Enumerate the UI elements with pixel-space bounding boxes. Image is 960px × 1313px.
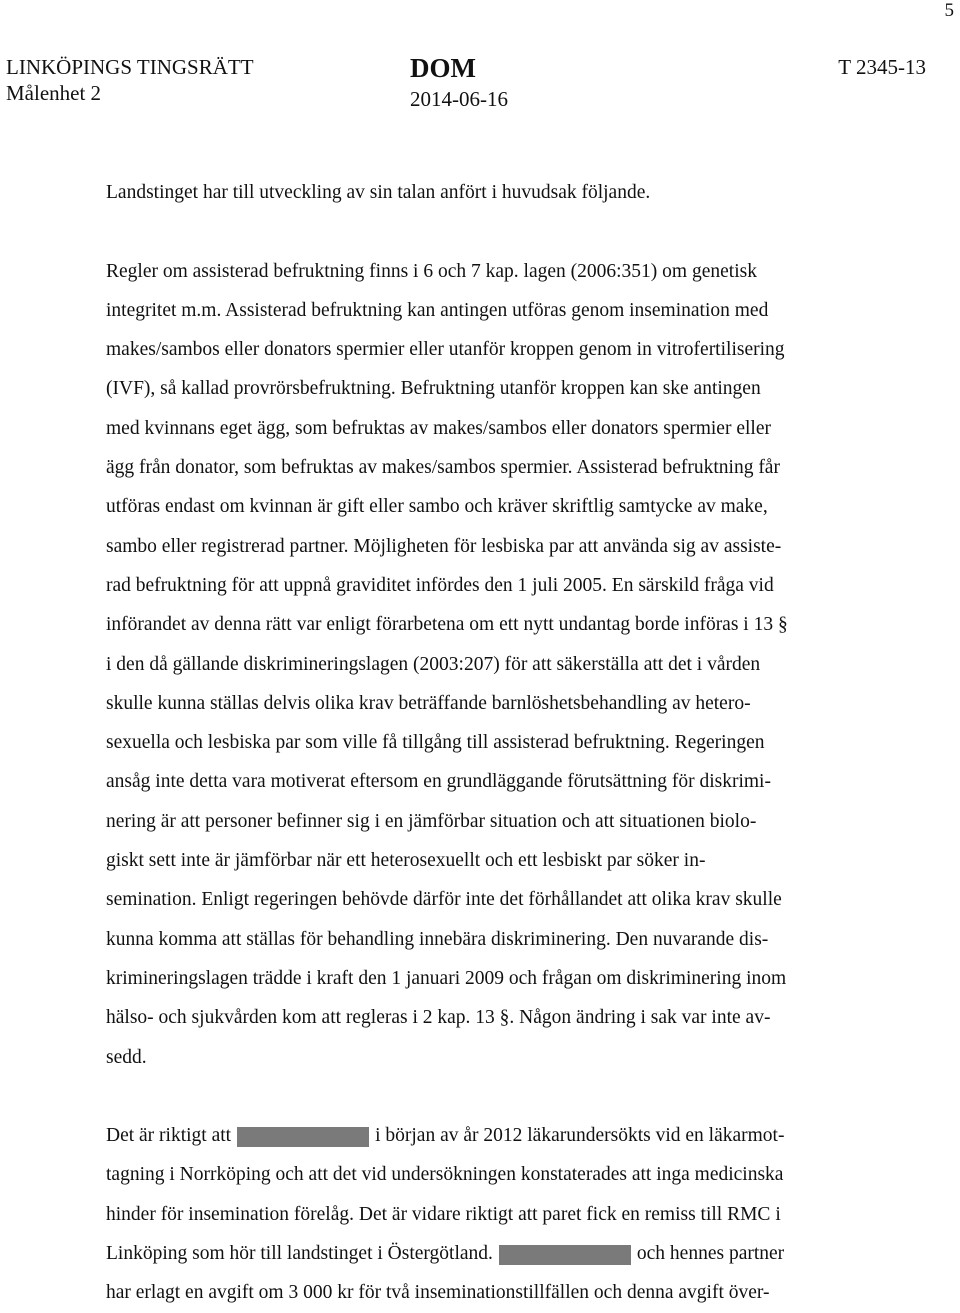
text-line xyxy=(106,1116,900,1155)
text-line: sambo eller registrerad partner. Möjligheten för lesbiska par att använda sig av assiste- xyxy=(106,535,782,557)
text-line: ägg från donator, som befruktas av makes/sambos spermier. Assisterad befruktning får xyxy=(106,457,780,479)
text-line: har erlagt en avgift om 3 000 kr för två inseminationstillfällen och denna avgift över- xyxy=(106,1282,770,1304)
text-line: kunna komma att ställas för behandling innebära diskriminering. Den nuvarande dis- xyxy=(106,928,769,950)
text-line: rad befruktning för att uppnå graviditet infördes den 1 juli 2005. En särskild fråga vid xyxy=(106,574,774,596)
text-line: skulle kunna ställas delvis olika krav beträffande barnlöshetsbehandling av hetero- xyxy=(106,692,751,714)
text-line: ansåg inte detta vara motiverat eftersom en grundläggande förutsättning för diskrimi- xyxy=(106,771,771,793)
text-line: nering är att personer befinner sig i en jämförbar situation och att situationen biolo- xyxy=(106,810,757,832)
document-date: 2014-06-16 xyxy=(410,87,508,111)
text-line: införandet av denna rätt var enligt förarbetena om ett nytt undantag borde införas i 13 § xyxy=(106,614,788,636)
paragraph-gap xyxy=(106,1077,900,1116)
intro-line: Landstinget har till utveckling av sin talan anfört i huvudsak följande. xyxy=(106,182,651,203)
paragraph-gap xyxy=(106,212,900,251)
text-segment: Linköping som hör till landstinget i Östergötland. xyxy=(106,1243,493,1265)
text-line: Regler om assisterad befruktning finns i 6 och 7 kap. lagen (2006:351) om genetisk xyxy=(106,260,757,282)
text-line: integritet m.m. Assisterad befruktning kan antingen utföras genom insemination med xyxy=(106,299,769,321)
document-header xyxy=(6,55,926,115)
text-line: i den då gällande diskrimineringslagen (2003:207) för att säkerställa att det i vården xyxy=(106,653,761,675)
paragraph-facts xyxy=(106,1116,900,1312)
court-name: LINKÖPINGS TINGSRÄTT xyxy=(6,55,254,79)
text-line: hinder för insemination förelåg. Det är vidare riktigt att paret fick en remiss till RMC i xyxy=(106,1203,781,1225)
document-body xyxy=(106,173,900,1313)
text-line: sexuella och lesbiska par som ville få tillgång till assisterad befruktning. Regeringen xyxy=(106,732,765,754)
text-line xyxy=(106,1234,900,1273)
text-line: semination. Enligt regeringen behövde därför inte det förhållandet att olika krav skulle xyxy=(106,889,782,911)
text-segment: i början av år 2012 läkarundersökts vid en läkarmot- xyxy=(375,1125,785,1147)
text-line: tagning i Norrköping och att det vid undersökningen konstaterades att inga medicinska xyxy=(106,1164,784,1186)
text-line: hälso- och sjukvården kom att regleras i 2 kap. 13 §. Någon ändring i sak var inte av- xyxy=(106,1007,771,1029)
redaction-block xyxy=(499,1245,631,1265)
text-line: utföras endast om kvinnan är gift eller sambo och kräver skriftlig samtycke av make, xyxy=(106,496,768,518)
page-number: 5 xyxy=(944,0,954,21)
redaction-block xyxy=(237,1127,369,1147)
document-type: DOM xyxy=(410,53,476,83)
text-segment: och hennes partner xyxy=(636,1243,785,1265)
case-number: T 2345-13 xyxy=(838,55,926,79)
text-line: sedd. xyxy=(106,1046,147,1068)
text-line: giskt sett inte är jämförbar när ett heterosexuellt och ett lesbiskt par söker in- xyxy=(106,850,706,872)
text-segment: Det är riktigt att xyxy=(106,1125,232,1147)
court-unit: Målenhet 2 xyxy=(6,81,102,105)
paragraph-regulations xyxy=(106,252,900,1077)
text-line: makes/sambos eller donators spermier eller utanför kroppen genom in vitrofertilisering xyxy=(106,339,785,361)
text-line: krimineringslagen trädde i kraft den 1 januari 2009 och frågan om diskriminering inom xyxy=(106,967,787,989)
text-line: (IVF), så kallad provrörsbefruktning. Befruktning utanför kroppen kan ske antingen xyxy=(106,378,761,400)
text-line: med kvinnans eget ägg, som befruktas av makes/sambos eller donators spermier eller xyxy=(106,417,771,439)
